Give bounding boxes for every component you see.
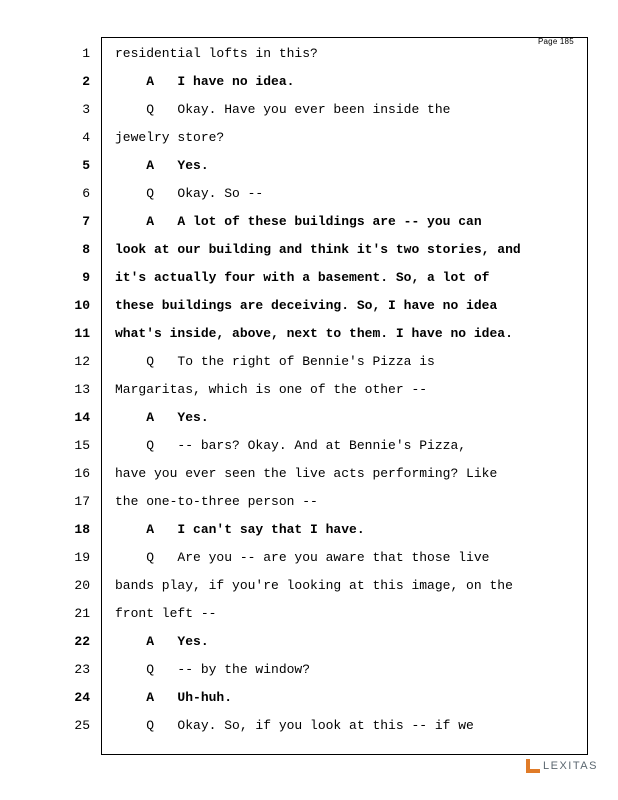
line-text: Margaritas, which is one of the other -- <box>115 382 428 397</box>
answer-line-text: A Yes. <box>115 634 209 649</box>
answer-line-text: A Yes. <box>115 410 209 425</box>
line-number: 6 <box>82 186 90 201</box>
lexitas-logo <box>526 757 598 775</box>
line-number: 23 <box>74 662 90 677</box>
answer-line-text: A I can't say that I have. <box>115 522 365 537</box>
line-number: 17 <box>74 494 90 509</box>
line-text: have you ever seen the live acts performing? Like <box>115 466 498 481</box>
answer-line-text: A Uh-huh. <box>115 690 233 705</box>
answer-line-text: it's actually four with a basement. So, a lot of <box>115 270 490 285</box>
line-text: front left -- <box>115 606 217 621</box>
line-text: jewelry store? <box>115 130 225 145</box>
line-number: 3 <box>82 102 90 117</box>
line-number: 19 <box>74 550 90 565</box>
line-number: 25 <box>74 718 90 733</box>
line-number: 5 <box>82 158 90 173</box>
line-number: 12 <box>74 354 90 369</box>
line-number: 4 <box>82 130 90 145</box>
line-number: 11 <box>74 326 90 341</box>
line-number: 14 <box>74 410 90 425</box>
line-number: 22 <box>74 634 90 649</box>
line-text: the one-to-three person -- <box>115 494 318 509</box>
line-number: 10 <box>74 298 90 313</box>
lexitas-logo-text: LEXITAS <box>543 760 598 772</box>
line-number: 18 <box>74 522 90 537</box>
answer-line-text: A Yes. <box>115 158 209 173</box>
line-text: Q -- by the window? <box>115 662 311 677</box>
line-number: 21 <box>74 606 90 621</box>
line-text: Q Okay. Have you ever been inside the <box>115 102 451 117</box>
line-number: 24 <box>74 690 90 705</box>
line-text: Q To the right of Bennie's Pizza is <box>115 354 435 369</box>
answer-line-text: A I have no idea. <box>115 74 295 89</box>
line-number: 7 <box>82 214 90 229</box>
line-number: 20 <box>74 578 90 593</box>
line-number: 9 <box>82 270 90 285</box>
line-number: 13 <box>74 382 90 397</box>
answer-line-text: these buildings are deceiving. So, I have no idea <box>115 298 498 313</box>
line-text: residential lofts in this? <box>115 46 318 61</box>
answer-line-text: look at our building and think it's two stories, and <box>115 242 521 257</box>
line-text: bands play, if you're looking at this image, on the <box>115 578 513 593</box>
answer-line-text: what's inside, above, next to them. I have no idea. <box>115 326 513 341</box>
line-number: 2 <box>82 74 90 89</box>
line-text: Q Are you -- are you aware that those live <box>115 550 490 565</box>
answer-line-text: A A lot of these buildings are -- you can <box>115 214 482 229</box>
line-text: Q -- bars? Okay. And at Bennie's Pizza, <box>115 438 467 453</box>
line-number: 16 <box>74 466 90 481</box>
line-text: Q Okay. So, if you look at this -- if we <box>115 718 474 733</box>
line-text: Q Okay. So -- <box>115 186 264 201</box>
line-number: 15 <box>74 438 90 453</box>
page-number-label: Page 185 <box>538 37 574 46</box>
lexitas-logo-mark-icon <box>526 759 540 773</box>
line-number: 1 <box>82 46 90 61</box>
line-number: 8 <box>82 242 90 257</box>
